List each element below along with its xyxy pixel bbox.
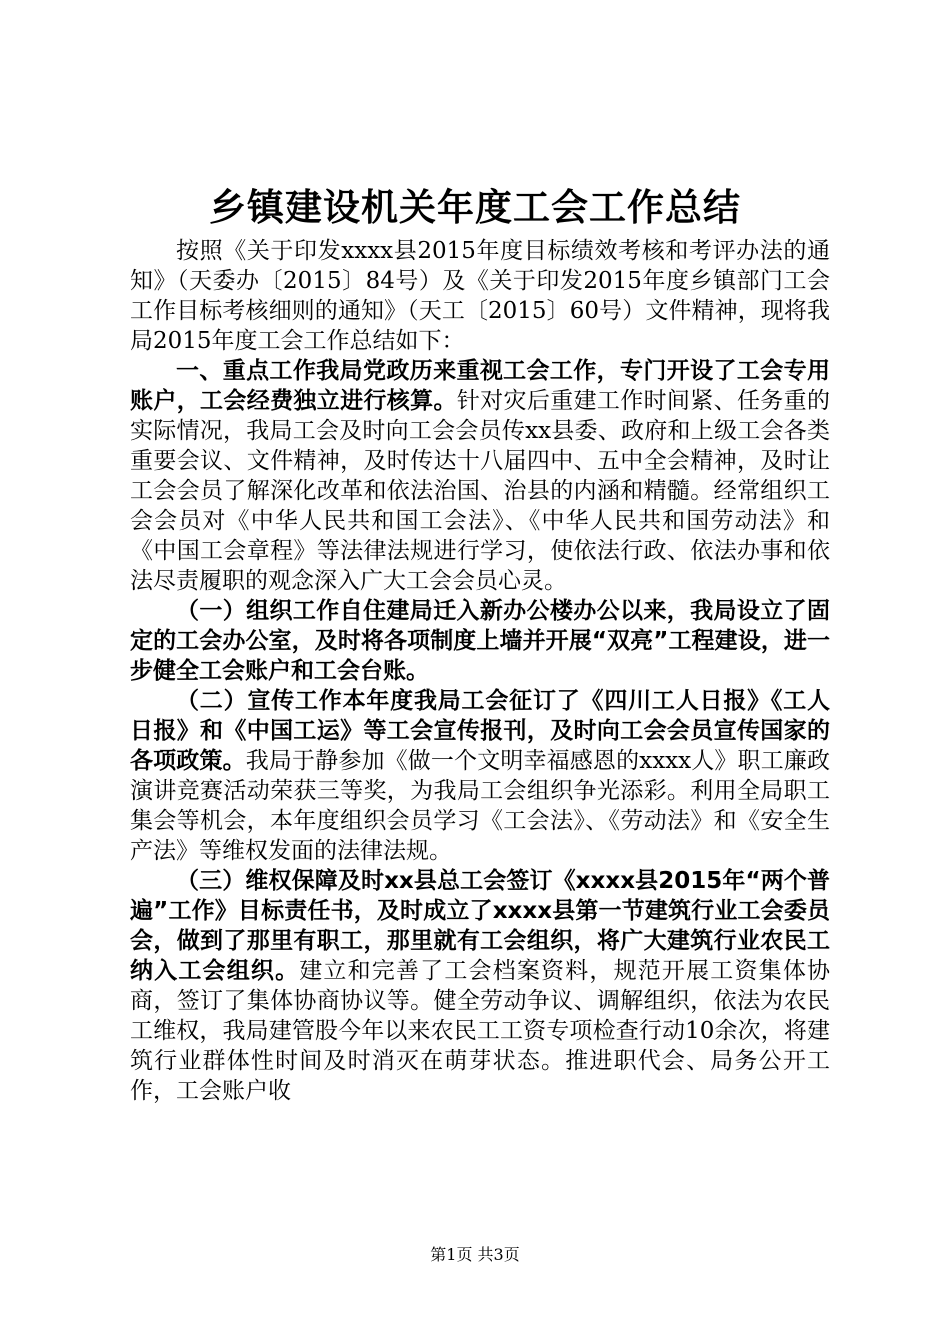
paragraph-bold: （二）宣传工作本年度我局工会征订了《四川工人日报》《工人日报》和《中国工运》等工会宣传报刊，及时向工会会员宣传国家的各项政策。: [130, 688, 830, 774]
page-number: 第1页 共3页: [430, 1245, 520, 1264]
paragraph-rights: [130, 866, 830, 1106]
paragraph-bold: 一、重点工作我局党政历来重视工会工作，专门开设了工会专用账户，工会经费独立进行核算。: [130, 358, 830, 414]
paragraph-text: 按照《关于印发xxxx县2015年度目标绩效考核和考评办法的通知》（天委办〔2015〕84号）及《关于印发2015年度乡镇部门工会工作目标考核细则的通知》（天工〔2015〕60号）文件精神，现将我局2015年度工会工作总结如下：: [130, 238, 830, 354]
paragraph-organization: [130, 596, 830, 686]
paragraph-key-work: [130, 356, 830, 596]
paragraph-text: 建立和完善了工会档案资料，规范开展工资集体协商，签订了集体协商协议等。健全劳动争议、调解组织，依法为农民工维权，我局建管股今年以来农民工工资专项检查行动10余次，将建筑行业群体性时间及时消灭在萌芽状态。推进职代会、局务公开工作，工会账户收: [130, 958, 831, 1104]
paragraph-publicity: [130, 686, 830, 866]
paragraph-intro: [130, 236, 830, 356]
paragraph-bold: （一）组织工作自住建局迁入新办公楼办公以来，我局设立了固定的工会办公室，及时将各项制度上墙并开展“双亮”工程建设，进一步健全工会账户和工会台账。: [130, 598, 830, 684]
document-body: [130, 236, 830, 1106]
paragraph-text: 针对灾后重建工作时间紧、任务重的实际情况，我局工会及时向工会会员传xx县委、政府和上级工会各类重要会议、文件精神，及时传达十八届四中、五中全会精神，及时让工会会员了解深化改革和依法治国、治县的内涵和精髓。经常组织工会会员对《中华人民共和国工会法》、《中华人民共和国劳动法》和《中国工会章程》等法律法规进行学习，使依法行政、依法办事和依法尽责履职的观念深入广大工会会员心灵。: [130, 388, 831, 594]
paragraph-bold: （三）维权保障及时xx县总工会签订《xxxx县2015年“两个普遍”工作》目标责任书，及时成立了xxxx县第一节建筑行业工会委员会，做到了那里有职工，那里就有工会组织，将广大建筑行业农民工纳入工会组织。: [130, 868, 830, 984]
document-title: 乡镇建设机关年度工会工作总结: [209, 186, 741, 229]
paragraph-text: 我局于静参加《做一个文明幸福感恩的xxxx人》职工廉政演讲竞赛活动荣获三等奖，为我局工会组织争光添彩。利用全局职工集会等机会，本年度组织会员学习《工会法》、《劳动法》和《安全生产法》等维权发面的法律法规。: [130, 748, 830, 864]
